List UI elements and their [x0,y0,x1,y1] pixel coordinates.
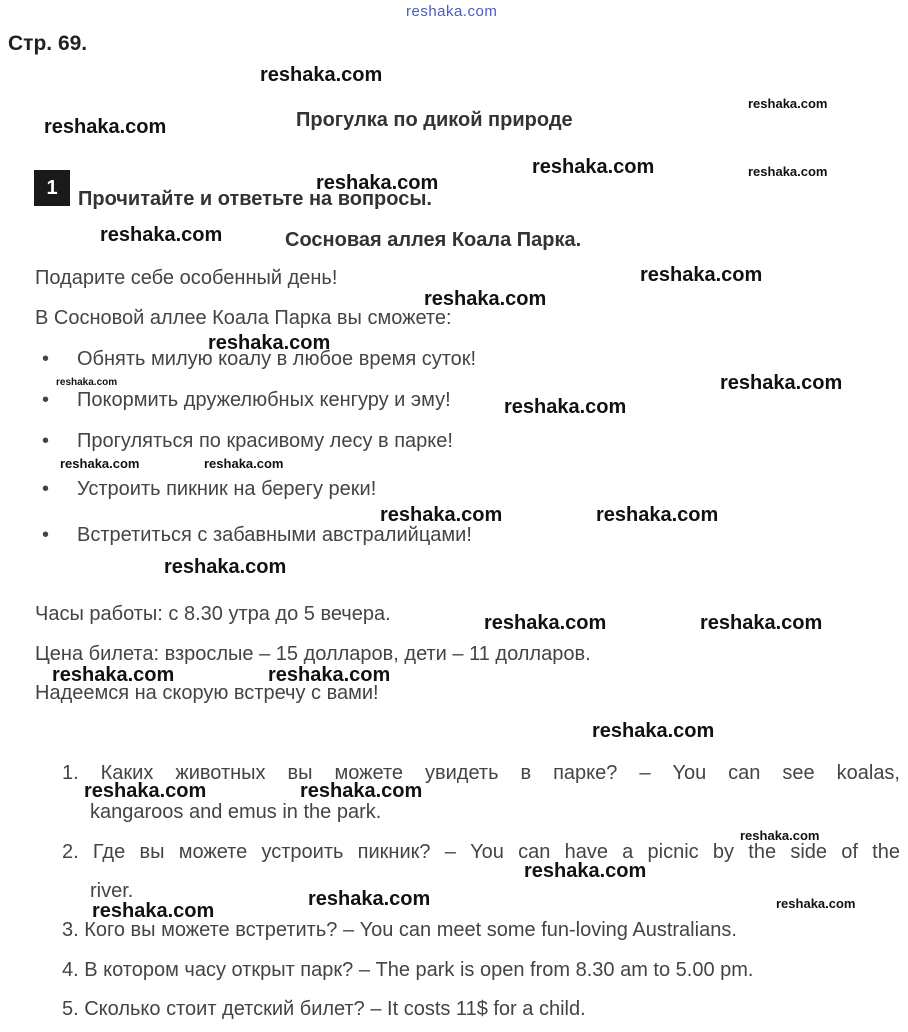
watermark: reshaka.com [208,332,331,354]
exercise-instruction: Прочитайте и ответьте на вопросы. [78,188,432,210]
watermark: reshaka.com [300,780,423,802]
watermark: reshaka.com [92,900,215,922]
watermark: reshaka.com [424,288,547,310]
top-watermark: reshaka.com [406,3,498,20]
watermark: reshaka.com [740,828,820,843]
watermark: reshaka.com [260,64,383,86]
watermark: reshaka.com [44,116,167,138]
watermark: reshaka.com [524,860,647,882]
answer-4: 4. В котором часу открыт парк? – The park is open from 8.30 am to 5.00 pm. [62,959,754,981]
answer-1-line-1: 1. Каких животных вы можете увидеть в парке? – You can see koalas, [62,762,900,784]
watermark: reshaka.com [100,224,223,246]
ticket-price: Цена билета: взрослые – 15 долларов, дети – 11 долларов. [35,643,591,665]
watermark: reshaka.com [532,156,655,178]
watermark: reshaka.com [164,556,287,578]
watermark: reshaka.com [720,372,843,394]
answer-3: 3. Кого вы можете встретить? – You can meet some fun-loving Australians. [62,919,737,941]
bullet-marker: • [42,389,50,411]
watermark: reshaka.com [380,504,503,526]
bullet-item: Покормить дружелюбных кенгуру и эму! [77,389,451,411]
watermark: reshaka.com [504,396,627,418]
answer-5: 5. Сколько стоит детский билет? – It costs 11$ for a child. [62,998,586,1020]
exercise-number-badge [34,170,70,206]
watermark: reshaka.com [308,888,431,910]
watermark: reshaka.com [484,612,607,634]
bullet-marker: • [42,524,50,546]
closing-line: Надеемся на скорую встречу с вами! [35,682,379,704]
answer-1-line-2: kangaroos and emus in the park. [90,801,382,823]
section-title: Прогулка по дикой природе [296,109,573,131]
watermark: reshaka.com [52,664,175,686]
bullet-item: Прогуляться по красивому лесу в парке! [77,430,453,452]
watermark: reshaka.com [60,456,140,471]
intro-line-1: Подарите себе особенный день! [35,267,338,289]
bullet-item: Устроить пикник на берегу реки! [77,478,377,500]
opening-hours: Часы работы: с 8.30 утра до 5 вечера. [35,603,391,625]
watermark: reshaka.com [748,96,828,111]
watermark: reshaka.com [268,664,391,686]
text-title: Сосновая аллея Коала Парка. [285,229,582,251]
watermark: reshaka.com [592,720,715,742]
watermark: reshaka.com [84,780,207,802]
bullet-marker: • [42,430,50,452]
bullet-item: Встретиться с забавными австралийцами! [77,524,472,546]
bullet-item: Обнять милую коалу в любое время суток! [77,348,477,370]
bullet-marker: • [42,348,50,370]
watermark: reshaka.com [700,612,823,634]
answer-2-line-2: river. [90,880,134,902]
watermark: reshaka.com [596,504,719,526]
bullet-marker: • [42,478,50,500]
watermark: reshaka.com [204,456,284,471]
page-reference: Стр. 69. [8,32,88,55]
watermark: reshaka.com [56,377,118,388]
exercise-number: 1 [46,176,58,199]
answer-2-line-1: 2. Где вы можете устроить пикник? – You can have a picnic by the side of the [62,841,900,863]
watermark: reshaka.com [748,164,828,179]
watermark: reshaka.com [316,172,439,194]
watermark: reshaka.com [640,264,763,286]
watermark: reshaka.com [776,896,856,911]
intro-line-2: В Сосновой аллее Коала Парка вы сможете: [35,307,452,329]
